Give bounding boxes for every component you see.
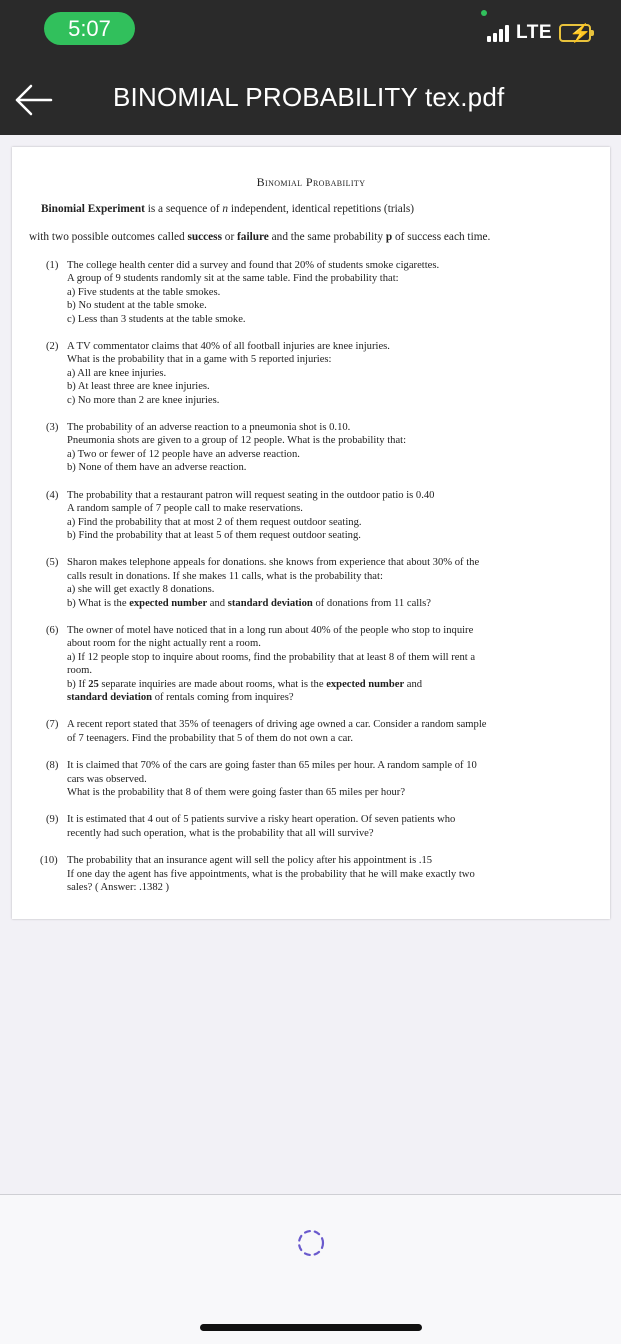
problem-line: b) If 25 separate inquiries are made about rooms, what is the expected number and [67,678,423,690]
problem-line: cars was observed. [67,773,147,785]
problem-line: of 7 teenagers. Find the probability that 5 of them do not own a car. [67,732,353,744]
doc-heading-text: Binomial Probability [256,175,366,189]
pdf-page[interactable] [12,147,610,919]
problem-item [12,340,610,407]
problem-line: sales? ( Answer: .1382 ) [67,882,170,894]
problem-line: b) What is the expected number and standard deviation of donations from 11 calls? [67,597,431,609]
problem-line: The owner of motel have noticed that in a long run about 40% of the people who stop to inquire [67,624,474,636]
battery-charging-icon: ⚡ [559,24,591,42]
problem-line: b) None of them have an adverse reaction. [67,462,247,474]
problem-line: The college health center did a survey and found that 20% of students smoke cigarettes. [67,260,440,271]
network-label: LTE [516,22,552,43]
problem-line: standard deviation of rentals coming from inquires? [67,691,294,703]
problem-line: A recent report stated that 35% of teenagers of driving age owned a car. Consider a random sample [67,719,487,731]
problem-item [12,556,610,610]
home-indicator[interactable] [200,1324,422,1331]
problem-line: If one day the agent has five appointments, what is the probability that he will make exactly two [67,868,475,880]
problem-item [12,489,610,543]
problem-line: recently had such operation, what is the probability that all will survive? [67,827,374,839]
problem-line: What is the probability that in a game with 5 reported injuries: [67,354,332,366]
problem-line: What is the probability that 8 of them were going faster than 65 miles per hour? [67,787,406,798]
problem-number: (4) [46,489,59,501]
doc-heading [12,175,610,190]
problem-line: The probability that a restaurant patron will request seating in the outdoor patio is 0.40 [67,489,435,501]
problem-number: (1) [46,260,59,271]
problem-item [12,854,610,894]
problem-line: It is estimated that 4 out of 5 patients survive a risky heart operation. Of seven patients who [67,814,456,826]
problem-number: (9) [46,814,59,826]
back-arrow-icon[interactable] [13,80,53,120]
problem-line: The probability of an adverse reaction to a pneumonia shot is 0.10. [67,422,351,434]
status-time: 5:07 [44,12,135,45]
loading-spinner-icon [295,1227,327,1259]
problem-line: The probability that an insurance agent will sell the policy after his appointment is .15 [67,855,433,867]
problem-line: It is claimed that 70% of the cars are going faster than 65 miles per hour. A random sample of 10 [67,760,477,772]
problem-line: Pneumonia shots are given to a group of 12 people. What is the probability that: [67,435,407,447]
intro-line-1: Binomial Experiment is a sequence of n independent, identical repetitions (trials) [41,203,415,215]
problem-line: a) If 12 people stop to inquire about rooms, find the probability that at least 8 of them will rent a [67,651,476,663]
top-bar [0,0,621,135]
problem-line: about room for the night actually rent a room. [67,638,261,650]
problem-line: a) Five students at the table smokes. [67,286,221,298]
problem-line: b) No student at the table smoke. [67,300,207,312]
problem-item [12,421,610,475]
problem-item [12,718,610,745]
problem-item [12,259,610,326]
problem-list [12,259,610,908]
problem-line: a) Two or fewer of 12 people have an adverse reaction. [67,448,300,460]
problem-line: a) All are knee injuries. [67,367,167,379]
intro-line-2: with two possible outcomes called success or failure and the same probability p of success each time. [29,231,491,243]
problem-number: (6) [46,624,59,636]
status-icons [487,18,591,48]
problem-line: c) Less than 3 students at the table smoke. [67,313,246,325]
problem-line: b) Find the probability that at least 5 of them request outdoor seating. [67,529,361,541]
problem-number: (8) [46,760,59,772]
problem-line: A group of 9 students randomly sit at the same table. Find the probability that: [67,273,399,285]
problem-item [12,624,610,704]
problem-number: (10) [40,855,58,867]
problem-item [12,759,610,799]
problem-line: b) At least three are knee injuries. [67,381,210,393]
problem-number: (2) [46,341,59,353]
problem-line: a) Find the probability that at most 2 of them request outdoor seating. [67,516,362,528]
problem-line: calls result in donations. If she makes 11 calls, what is the probability that: [67,570,383,582]
problem-number: (5) [46,557,59,569]
problem-number: (3) [46,422,59,434]
problem-line: room. [67,665,93,677]
bottom-toolbar [0,1195,621,1344]
privacy-indicator-dot [481,10,487,16]
problem-line: Sharon makes telephone appeals for donations. she knows from experience that about 30% of the [67,557,480,569]
problem-number: (7) [46,719,59,731]
document-title: BINOMIAL PROBABILITY tex.pdf [113,82,505,112]
problem-line: A TV commentator claims that 40% of all football injuries are knee injuries. [67,341,390,353]
problem-item [12,813,610,840]
signal-icon [487,24,509,42]
problem-line: a) she will get exactly 8 donations. [67,584,215,596]
problem-line: A random sample of 7 people call to make reservations. [67,503,303,515]
problem-line: c) No more than 2 are knee injuries. [67,394,220,406]
